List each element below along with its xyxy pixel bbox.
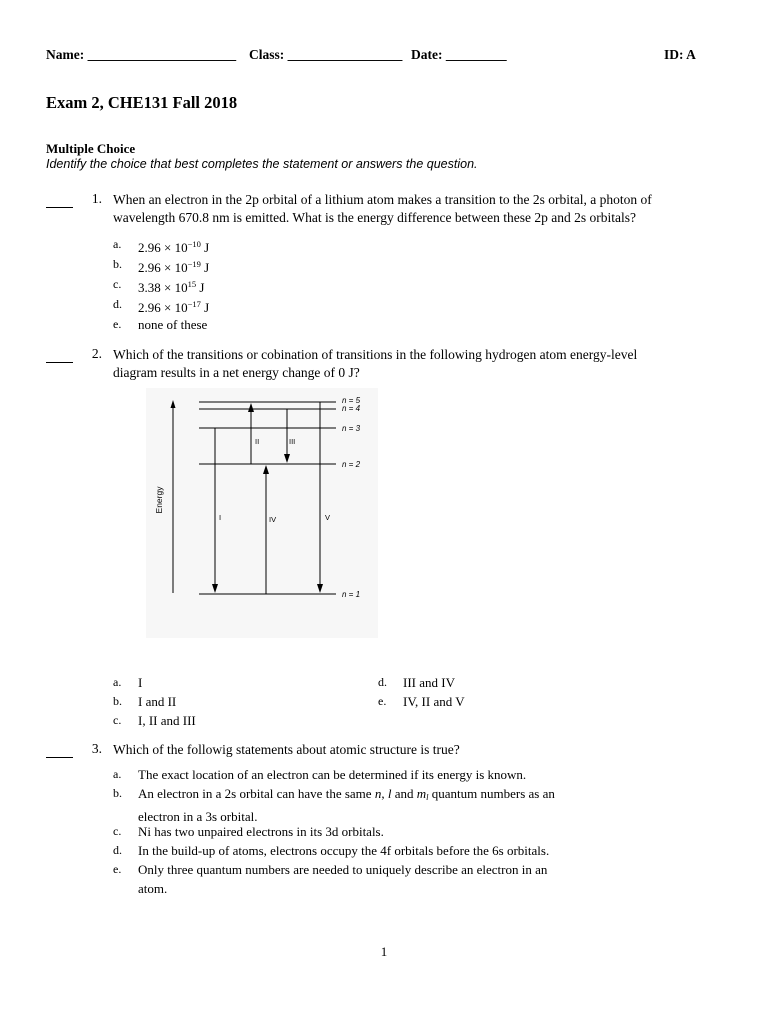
choice-d: d. In the build-up of atoms, electrons occupy the 4f orbitals before the 6s orbitals. [113,843,550,858]
level-label-n3: n = 3 [342,424,361,433]
question-3-text [113,741,723,759]
transition-ii-label: II [255,437,260,446]
class-field-label: Class: _________________ [249,47,403,62]
name-field-label: Name: ______________________ [46,47,237,62]
choice-a: a. $2.96 \times 10^{-10}$ J [113,237,210,255]
answer-blank-q1[interactable] [46,206,73,208]
energy-axis-label: Energy [154,486,164,514]
question-line: Which of the followig statements about atomic structure is true? [113,742,460,757]
choice-a: a. I [113,675,143,690]
question-2-choices-right [378,673,628,711]
choice-b: b. $2.96 \times 10^{-19}$ J [113,257,210,275]
level-label-n2: n = 2 [342,460,361,469]
transition-iii-label: III [289,437,296,446]
choice-c: c. $3.38 \times 10^{15}$ J [113,277,205,295]
exam-id: ID: A [664,47,696,62]
level-label-n1: n = 1 [342,590,361,599]
energy-level-diagram [146,388,378,638]
transition-i-label: I [219,513,222,522]
page-number: 1 [380,944,388,959]
exam-title: Exam 2, CHE131 Fall 2018 [46,93,238,112]
question-line: Which of the transitions or cobination of transitions in the following hydrogen atom energy-level [113,347,638,362]
choice-e: e. IV, II and V [378,694,465,709]
question-2-choices-left [113,673,363,730]
question-line: When an electron in the 2p orbital of a lithium atom makes a transition to the 2s orbital, a photon of [113,192,652,207]
choice-b: b. I and II [113,694,177,709]
section-instructions: Identify the choice that best completes the statement or answers the question. [46,157,478,171]
choice-c: c. Ni has two unpaired electrons in its 3d orbitals. [113,824,384,839]
choice-c: c. I, II and III [113,713,196,728]
question-number: 2. [91,346,102,361]
choice-a: a. The exact location of an electron can be determined if its energy is known. [113,767,527,782]
question-line: diagram results in a net energy change of 0 J? [113,365,360,380]
answer-blank-q3[interactable] [46,756,73,758]
date-field-label: Date: _________ [411,47,507,62]
choice-e: e. Only three quantum numbers are needed to uniquely describe an electron in an atom. [113,862,548,896]
choice-d: d. III and IV [378,675,455,690]
level-label-n5: n = 5 [342,396,361,405]
choice-b: b. An electron in a 2s orbital can have the same n, l and $m_l$ quantum numbers as an electron in a 3s orbital. [113,786,555,824]
question-2-text [113,346,723,382]
question-line: wavelength 670.8 nm is emitted. What is the energy difference between these 2p and 2s orbitals? [113,210,636,225]
transition-iv-label: IV [269,515,277,524]
transition-v-label: V [325,513,331,522]
question-3-choices [113,765,713,898]
section-heading: Multiple Choice [46,141,136,156]
question-number: 1. [91,191,102,206]
question-1-text [113,191,723,227]
question-1-choices [113,235,513,335]
choice-e: e. none of these [113,317,208,332]
question-number: 3. [91,741,102,756]
answer-blank-q2[interactable] [46,361,73,363]
level-label-n4: n = 4 [342,404,361,413]
choice-d: d. $2.96 \times 10^{-17}$ J [113,297,210,315]
